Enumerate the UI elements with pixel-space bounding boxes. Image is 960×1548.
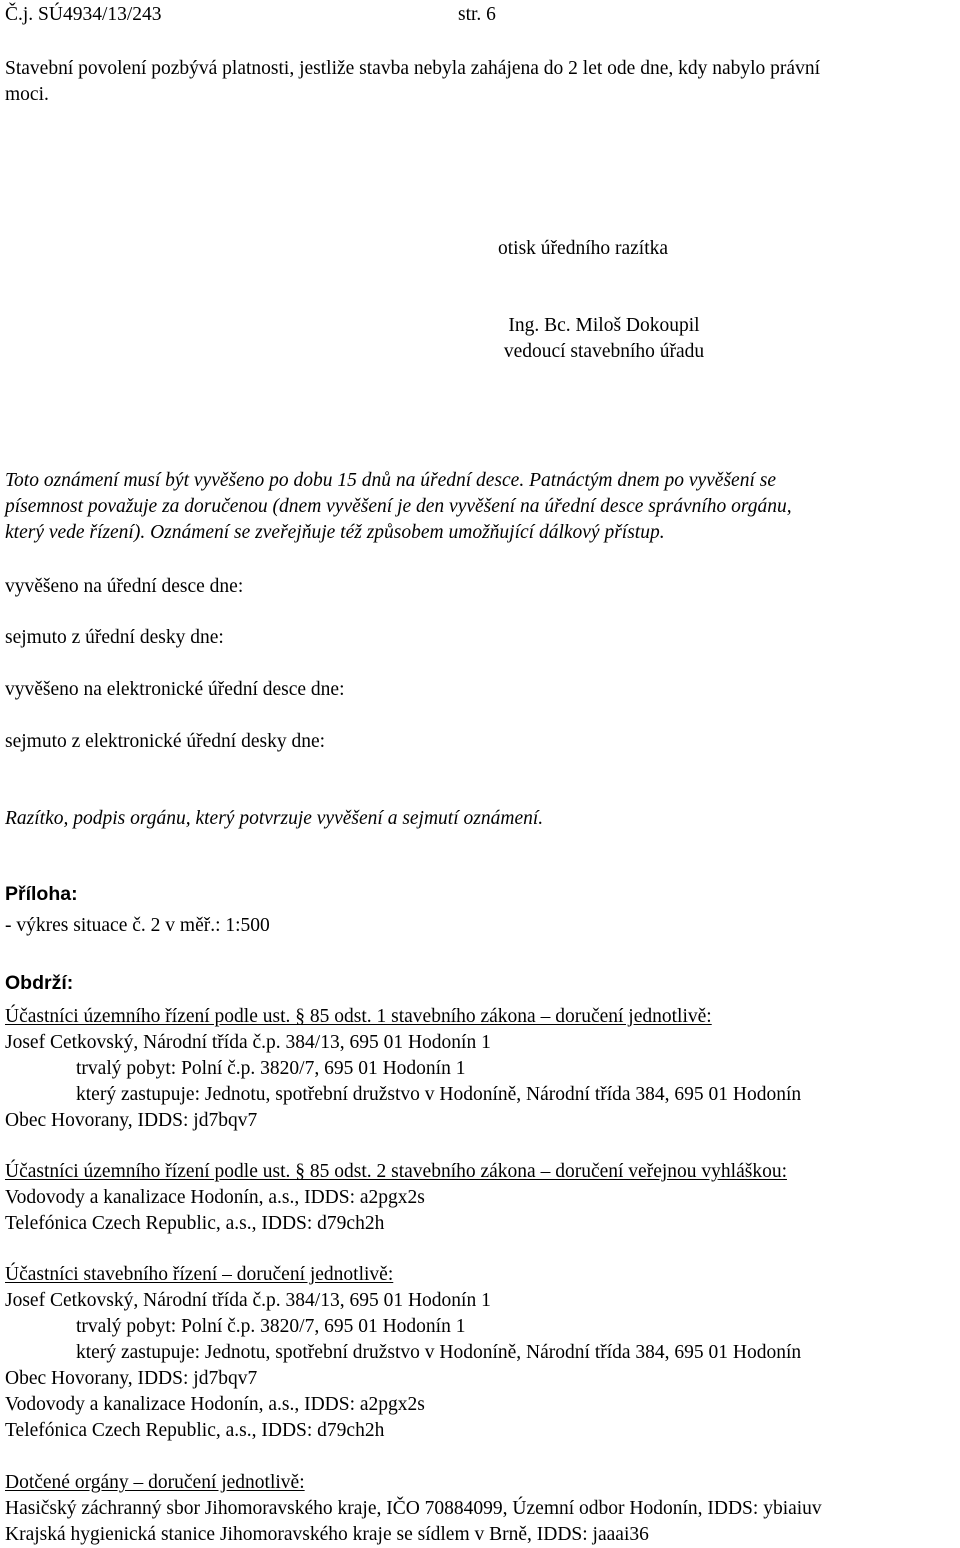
recipient-line: který zastupuje: Jednotu, spotřební družstvo v Hodoníně, Národní třída 384, 695 01 Hodonín (76, 1342, 802, 1363)
recipients-heading: Obdrží: (5, 972, 74, 994)
signatory-name: Ing. Bc. Miloš Dokoupil (508, 315, 700, 336)
signatory-role: vedoucí stavebního úřadu (503, 341, 705, 362)
stamp-label: otisk úředního razítka (498, 238, 669, 259)
attachment-heading: Příloha: (5, 883, 78, 905)
notice-line-3: který vede řízení). Oznámení se zveřejňuje též způsobem umožňující dálkový přístup. (5, 522, 665, 543)
posted-date-label: vyvěšeno na úřední desce dne: (5, 576, 244, 597)
recipient-line: Krajská hygienická stanice Jihomoravského kraje se sídlem v Brně, IDDS: jaaai36 (5, 1524, 649, 1545)
recipient-line: Josef Cetkovský, Národní třída č.p. 384/13, 695 01 Hodonín 1 (5, 1032, 491, 1053)
validity-line-1: Stavební povolení pozbývá platnosti, jestliže stavba nebyla zahájena do 2 let ode dne, kdy nabylo právní (5, 58, 820, 79)
recipient-group-2-title: Účastníci územního řízení podle ust. § 85 odst. 2 stavebního zákona – doručení veřejnou vyhláškou: (5, 1161, 787, 1182)
recipient-group-4-title: Dotčené orgány – doručení jednotlivě: (5, 1472, 305, 1493)
recipient-line: Telefónica Czech Republic, a.s., IDDS: d79ch2h (5, 1420, 385, 1441)
validity-line-2: moci. (5, 84, 49, 105)
e-posted-date-label: vyvěšeno na elektronické úřední desce dne: (5, 679, 345, 700)
reference-number: Č.j. SÚ4934/13/243 (5, 4, 162, 25)
recipient-group-3-title: Účastníci stavebního řízení – doručení jednotlivě: (5, 1264, 394, 1285)
recipient-line: Telefónica Czech Republic, a.s., IDDS: d79ch2h (5, 1213, 385, 1234)
notice-line-2: písemnost považuje za doručenou (dnem vyvěšení je den vyvěšení na úřední desce správního orgánu, (5, 496, 792, 517)
stamp-signature-note: Razítko, podpis orgánu, který potvrzuje vyvěšení a sejmutí oznámení. (5, 808, 544, 829)
recipient-line: trvalý pobyt: Polní č.p. 3820/7, 695 01 Hodonín 1 (76, 1316, 466, 1337)
recipient-line: Vodovody a kanalizace Hodonín, a.s., IDDS: a2pgx2s (5, 1394, 425, 1415)
removed-date-label: sejmuto z úřední desky dne: (5, 627, 224, 648)
recipient-line: Hasičský záchranný sbor Jihomoravského kraje, IČO 70884099, Územní odbor Hodonín, IDDS: ybiaiuv (5, 1498, 822, 1519)
page-number: str. 6 (458, 4, 496, 25)
attachment-item: - výkres situace č. 2 v měř.: 1:500 (5, 915, 270, 936)
recipient-line: Vodovody a kanalizace Hodonín, a.s., IDDS: a2pgx2s (5, 1187, 425, 1208)
recipient-group-1-title: Účastníci územního řízení podle ust. § 85 odst. 1 stavebního zákona – doručení jednotlivě: (5, 1006, 712, 1027)
e-removed-date-label: sejmuto z elektronické úřední desky dne: (5, 731, 326, 752)
recipient-line: který zastupuje: Jednotu, spotřební družstvo v Hodoníně, Národní třída 384, 695 01 Hodonín (76, 1084, 802, 1105)
recipient-line: Josef Cetkovský, Národní třída č.p. 384/13, 695 01 Hodonín 1 (5, 1290, 491, 1311)
recipient-line: trvalý pobyt: Polní č.p. 3820/7, 695 01 Hodonín 1 (76, 1058, 466, 1079)
notice-line-1: Toto oznámení musí být vyvěšeno po dobu 15 dnů na úřední desce. Patnáctým dnem po vyvěšení se (5, 470, 776, 491)
recipient-line: Obec Hovorany, IDDS: jd7bqv7 (5, 1368, 258, 1389)
recipient-line: Obec Hovorany, IDDS: jd7bqv7 (5, 1110, 258, 1131)
